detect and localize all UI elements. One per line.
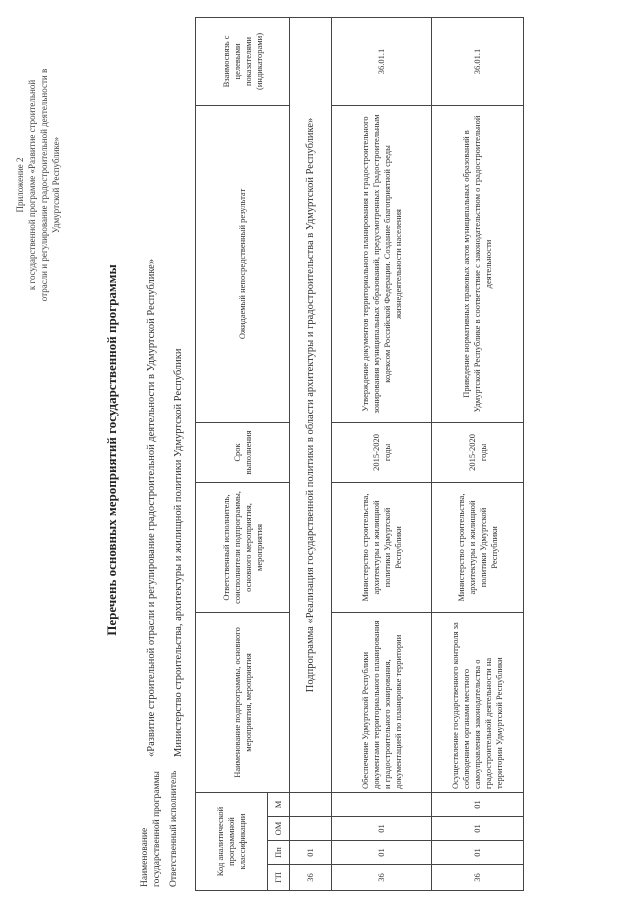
subprogram-pp: 01: [290, 841, 332, 865]
row-name: Обеспечение Удмуртской Республики документами территориального планирования и градостроительного зонирования, документацией по планировке территории: [332, 612, 432, 792]
header-pp: Пп: [268, 841, 290, 865]
program-label: Наименование государственной программы: [140, 771, 162, 887]
header-link: Взаимосвязь с целевыми показателями (индикаторами): [196, 17, 290, 105]
row-link: 36.01.1: [332, 17, 432, 105]
appendix-note: [14, 65, 62, 305]
header-gp: ГП: [268, 865, 290, 891]
row-result: Утверждение документов территориального планирования и градостроительного зонирования муниципальных образований, предусмотренных Градостроительным кодексом Российской Федерации. Создание благоприятной среды жизнедеятельности населения: [332, 105, 432, 422]
row-responsible: Министерство строительства, архитектуры и жилищной политики Удмуртской Республики: [432, 482, 524, 612]
row-responsible: Министерство строительства, архитектуры и жилищной политики Удмуртской Республики: [332, 482, 432, 612]
table-header-row: [196, 17, 268, 890]
header-result: Ожидаемый непосредственный результат: [196, 105, 290, 422]
appendix-text: Приложение 2 к государственной программе «Развитие строительной отрасли и регулирование градостроительной деятельности в Удмуртской Республике»: [15, 68, 61, 302]
executor-label: Ответственный исполнитель: [169, 770, 179, 887]
header-term: Срок выполнения: [196, 422, 290, 482]
program-value: «Развитие строительной отрасли и регулирование градостроительной деятельности в Удмуртской Республике»: [146, 258, 157, 757]
row-result: Приведение нормативных правовых актов муниципальных образований в Удмуртской Республике в соответствие с законодательством о градостроительной деятельности: [432, 105, 524, 422]
table-row: [332, 17, 432, 890]
subprogram-title: Подпрограмма «Реализация государственной политики в области архитектуры и градостроительства в Удмуртской Республике»: [290, 17, 332, 792]
row-term: 2015-2020 годы: [332, 422, 432, 482]
activities-table: [195, 17, 524, 891]
header-om: ОМ: [268, 817, 290, 841]
row-m: [332, 792, 432, 816]
document-title: Перечень основных мероприятий государственной программы: [104, 264, 119, 636]
row-gp: 36: [432, 865, 524, 891]
subprogram-row: [290, 17, 332, 890]
row-m: 01: [432, 792, 524, 816]
row-link: 36.01.1: [432, 17, 524, 105]
executor-value: Министерство строительства, архитектуры и жилищной политики Удмуртской Республики: [173, 348, 184, 757]
table-row: [432, 17, 524, 890]
header-m: М: [268, 792, 290, 816]
row-om: 01: [432, 817, 524, 841]
row-pp: 01: [432, 841, 524, 865]
row-term: 2015-2020 годы: [432, 422, 524, 482]
subprogram-gp: 36: [290, 865, 332, 891]
row-om: 01: [332, 817, 432, 841]
header-name: Наименование подпрограммы, основного мероприятия, мероприятия: [196, 612, 290, 792]
header-code-group: Код аналитической программной классификации: [196, 792, 268, 890]
row-name: Осуществление государственного контроля за соблюдением органами местного самоуправления законодательства о градостроительной деятельности на территории Удмуртской Республики: [432, 612, 524, 792]
header-responsible: Ответственный исполнитель, соисполнители подпрограммы, основного мероприятия, мероприятия: [196, 482, 290, 612]
row-pp: 01: [332, 841, 432, 865]
row-gp: 36: [332, 865, 432, 891]
